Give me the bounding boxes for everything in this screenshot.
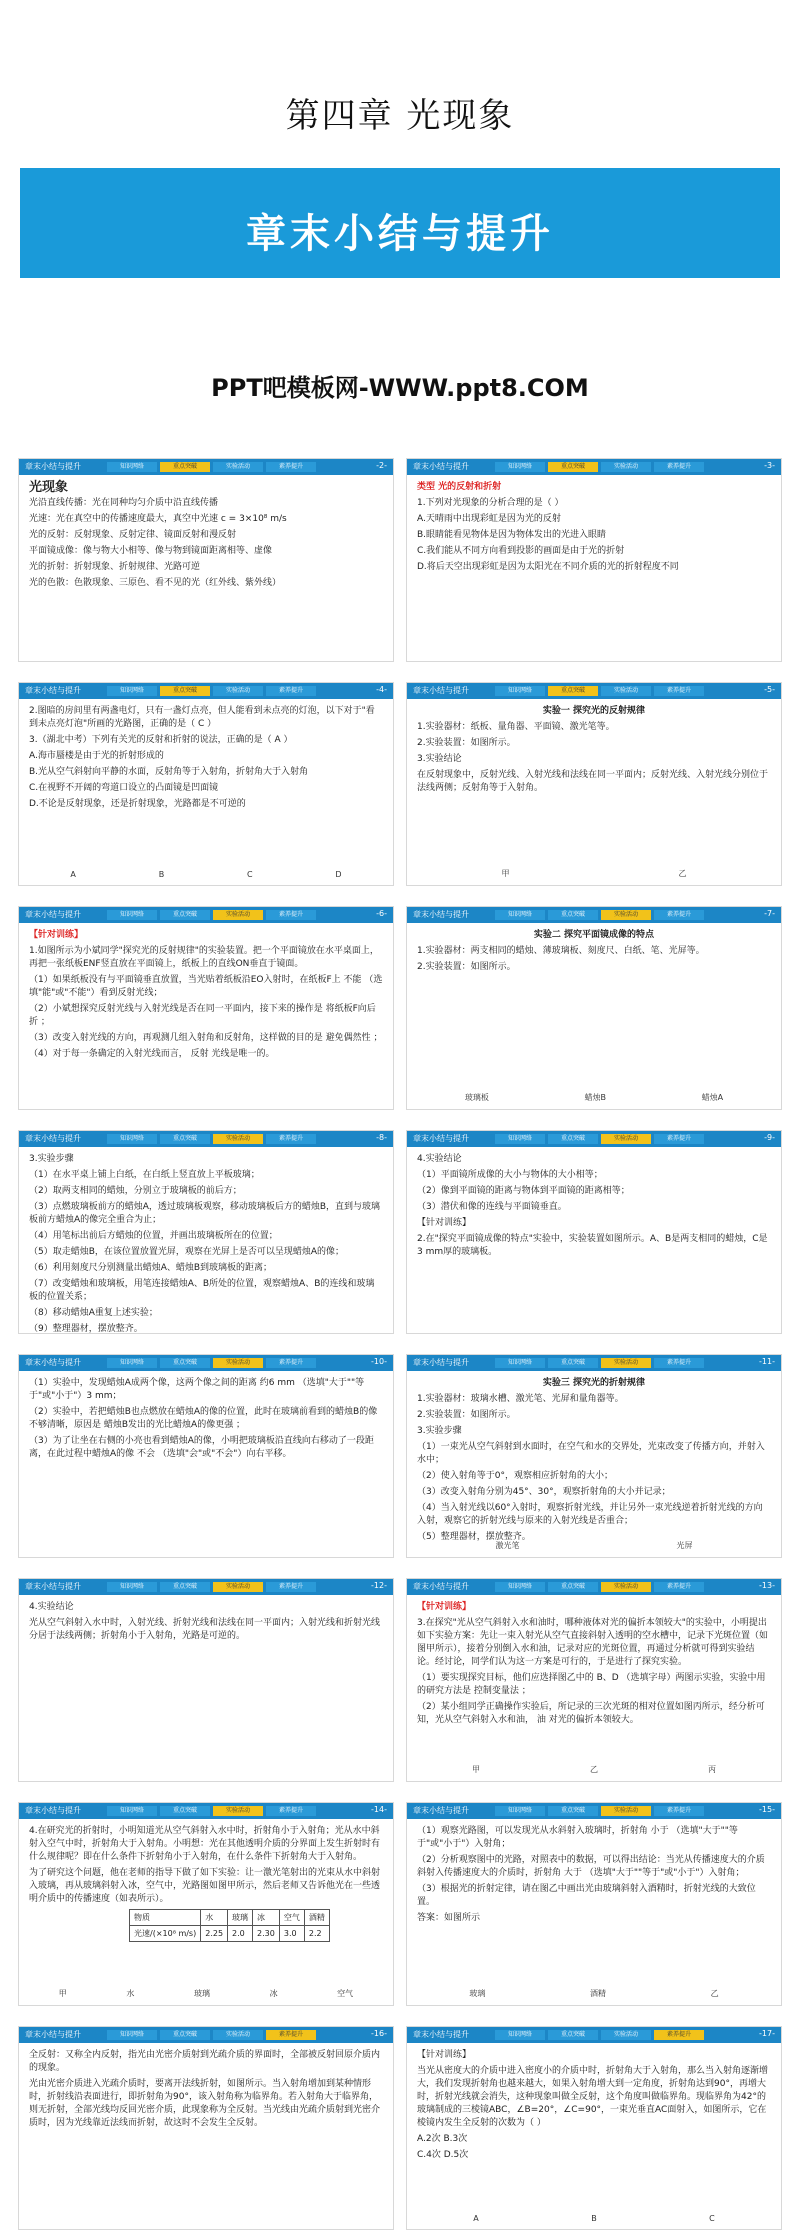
figure-label: 甲 [58, 1989, 67, 1998]
slide-tab-3[interactable]: 素养提升 [266, 910, 316, 920]
slide-text-line: B.光从空气斜射向平静的水面，反射角等于入射角，折射角大于入射角 [29, 767, 309, 777]
slide-tab-1[interactable]: 重点突破 [160, 1134, 210, 1144]
slide-page-number: -14- [371, 1805, 387, 1814]
slide-text-line: 1.如图所示为小斌同学"探究光的反射规律"的实验装置。把一个平面镜放在水平桌面上，再把一张纸板ENF竖直放在平面镜上，纸板上的直线ON垂直于镜面。 [29, 946, 379, 969]
slide-text-line: （1）如果纸板没有与平面镜垂直放置，当光贴着纸板沿EO入射时，在纸板F上 不能 （选填"能"或"不能"）看到反射光线； [29, 975, 383, 998]
slide-body [29, 2049, 383, 2133]
table-header-cell: 玻璃 [228, 1910, 253, 1926]
slide-tab-2[interactable]: 实验活动 [213, 1806, 263, 1816]
slide-header-bar [19, 1355, 393, 1371]
slide-tabs [495, 462, 707, 472]
slide-tabs [495, 1134, 707, 1144]
slide-tab-3[interactable]: 素养提升 [266, 686, 316, 696]
slide-tabs [495, 1582, 707, 1592]
slide-tab-0[interactable]: 知识网络 [495, 462, 545, 472]
slide-text-line: 平面镜成像：像与物大小相等、像与物到镜面距离相等、虚像 [29, 546, 273, 556]
slide-text-line: 为了研究这个问题，他在老师的指导下做了如下实验：让一激光笔射出的光束从水中斜射入玻璃，再从玻璃斜射入冰，空气中，光路图如图甲所示，然后老师又告诉他光在一些透明介质中的传播速度（如表所示）。 [29, 1868, 381, 1904]
slide-tab-1[interactable]: 重点突破 [160, 1358, 210, 1368]
slide-text-line: （6）利用刻度尺分别测量出蜡烛A、蜡烛B到玻璃板的距离； [29, 1263, 273, 1273]
slide-tab-3[interactable]: 素养提升 [266, 462, 316, 472]
figure-labels [417, 2214, 771, 2223]
slide-tab-2[interactable]: 实验活动 [601, 910, 651, 920]
slide-text-line: 光沿直线传播：光在同种均匀介质中沿直线传播 [29, 498, 219, 508]
slide-tab-2[interactable]: 实验活动 [601, 462, 651, 472]
slide-text-line: D.将后天空出现彩虹是因为太阳光在不同介质的光的折射程度不同 [417, 562, 679, 572]
slide-tab-1[interactable]: 重点突破 [548, 1358, 598, 1368]
slide-page-number: -4- [376, 685, 387, 694]
figure-label: 玻璃 [469, 1989, 486, 1998]
slide-text-line: 在反射现象中，反射光线、入射光线和法线在同一平面内；反射光线、入射光线分别位于法线两侧；反射角等于入射角。 [417, 770, 769, 793]
slide-tab-2[interactable]: 实验活动 [601, 1582, 651, 1592]
slide-text-line: （3）点燃玻璃板前方的蜡烛A，透过玻璃板观察，移动玻璃板后方的蜡烛B，直到与玻璃板前方蜡烛A的像完全重合为止； [29, 1202, 381, 1225]
slide-tab-3[interactable]: 素养提升 [266, 1582, 316, 1592]
slide-tab-3[interactable]: 素养提升 [654, 1806, 704, 1816]
figure-label: B [158, 870, 165, 879]
figure-label: A [70, 870, 76, 879]
slide-page-number: -15- [759, 1805, 775, 1814]
slide-tab-1[interactable]: 重点突破 [160, 1806, 210, 1816]
slide-tab-2[interactable]: 实验活动 [601, 1358, 651, 1368]
slide-header-title: 章末小结与提升 [413, 686, 469, 695]
figure-labels [29, 870, 383, 879]
slide-text-line: （2）某小组同学正确操作实验后，所记录的三次光斑的相对位置如图丙所示，经分析可知，光从空气斜射入水和油， 油 对光的偏折本领较大。 [417, 1702, 765, 1725]
table-header-cell: 水 [201, 1910, 228, 1926]
slide-tab-1[interactable]: 重点突破 [548, 1134, 598, 1144]
slide-text-line: （2）分析观察图中的光路，对照表中的数据，可以得出结论：当光从传播速度大的介质斜射入传播速度大的介质时，折射角 大于 （选填"大于""等于"或"小于"）入射角； [417, 1855, 765, 1878]
figure-label: 丙 [708, 1765, 716, 1774]
slide-header-bar [19, 1579, 393, 1595]
slide-text-line: 答案：如图所示 [417, 1913, 481, 1923]
slide-body [417, 1153, 771, 1262]
slide-tab-0[interactable]: 知识网络 [495, 2030, 545, 2040]
slide-header-title: 章末小结与提升 [25, 2030, 81, 2039]
slide-page-number: -3- [764, 461, 775, 470]
slide-header-title: 章末小结与提升 [413, 1806, 469, 1815]
slide-text-line: A.2次 B.3次 [417, 2134, 468, 2144]
figure-label: 酒精 [589, 1989, 606, 1998]
slide-text-line: （1）要实现探究目标，他们应选择图乙中的 B、D （选填字母）两图示实验，实验中用的研究方法是 控制变量法 ； [417, 1673, 766, 1696]
slide-page-number: -5- [764, 685, 775, 694]
slide-page-number: -12- [371, 1581, 387, 1590]
slide-text-line: 全反射：又称全内反射，指光由光密介质射到光疏介质的界面时，全部被反射回原介质内的现象。 [29, 2050, 381, 2073]
slide-tab-2[interactable]: 实验活动 [601, 1134, 651, 1144]
slide-body [29, 1153, 383, 1334]
slide-text-line: 当光从密度大的介质中进入密度小的介质中时，折射角大于入射角，那么当入射角逐渐增大，我们发现折射角也越来越大，如果入射角增大到一定角度，折射角达到90°，再增大时，折射光线就会消失，这种现象叫做全反射，这个角度叫做临界角。现临界角为42°的玻璃制成的三棱镜ABC，∠B=20°，∠C=90°，一束光垂直AC面射入，如图所示，它在棱镜内发生全反射的次数为（ ） [417, 2066, 769, 2128]
slide-text-line: 【针对训练】 [417, 2050, 472, 2060]
slide-tab-3[interactable]: 素养提升 [654, 462, 704, 472]
slide-tab-0[interactable]: 知识网络 [107, 1358, 157, 1368]
slide-tab-3[interactable]: 素养提升 [654, 2030, 704, 2040]
slide-tab-1[interactable]: 重点突破 [548, 462, 598, 472]
slide-2 [18, 458, 394, 662]
slide-tab-0[interactable]: 知识网络 [107, 462, 157, 472]
slide-text-line: （4）对于每一条确定的入射光线而言， 反射 光线是唯一的。 [29, 1049, 275, 1059]
figure-label: 光屏 [676, 1541, 693, 1550]
slide-tabs [495, 2030, 707, 2040]
slide-text-line: （1）一束光从空气斜射到水面时，在空气和水的交界处，光束改变了传播方向，并射入水中； [417, 1442, 765, 1465]
figure-label: 水 [126, 1989, 135, 1998]
slide-header-title: 章末小结与提升 [25, 1582, 81, 1591]
slide-tabs [107, 1806, 319, 1816]
slide-header-title: 章末小结与提升 [25, 1358, 81, 1367]
slide-5 [406, 682, 782, 886]
slide-11 [406, 1354, 782, 1558]
slide-15 [406, 1802, 782, 2006]
slide-tabs [107, 1134, 319, 1144]
slide-text-line: 2.实验装置：如图所示。 [417, 1410, 516, 1420]
slide-text-line: （1）实验中，发现蜡烛A成两个像，这两个像之间的距离 约6 mm （选填"大于""等于"或"小于"）3 mm； [29, 1378, 365, 1401]
slide-text-line: （3）为了让坐在右侧的小亮也看到蜡烛A的像，小明把玻璃板沿直线向右移动了一段距离，在此过程中蜡烛A的像 不会 （选填"会"或"不会"）向右平移。 [29, 1436, 374, 1459]
slide-text-line: （5）取走蜡烛B，在该位置放置光屏，观察在光屏上是否可以呈现蜡烛A的像； [29, 1247, 345, 1257]
slide-text-line: （9）整理器材，摆放整齐。 [29, 1324, 143, 1334]
figure-label: 蜡烛A [701, 1093, 724, 1102]
slide-body [417, 481, 771, 577]
slide-text-line: 3.实验步骤 [417, 1426, 462, 1436]
slide-text-line: （8）移动蜡烛A重复上述实验； [29, 1308, 158, 1318]
figure-label: C [709, 2214, 715, 2223]
slide-tab-2[interactable]: 实验活动 [601, 686, 651, 696]
slide-header-title: 章末小结与提升 [413, 1358, 469, 1367]
slide-17 [406, 2026, 782, 2230]
slide-header-bar [407, 683, 781, 699]
slide-heading: 【针对训练】 [29, 930, 84, 940]
slide-body [417, 1601, 771, 1730]
slide-text-line: C.我们能从不同方向看到投影的画面是由于光的折射 [417, 546, 625, 556]
figure-label: 冰 [269, 1989, 278, 1998]
slide-text-line: （4）当入射光线以60°入射时，观察折射光线，并让另外一束光线逆着折射光线的方向入射，观察它的折射光线与原来的入射光线是否重合； [417, 1503, 763, 1526]
figure-label: 甲 [472, 1765, 480, 1774]
slide-tab-1[interactable]: 重点突破 [548, 1582, 598, 1592]
slide-text-line: 1.实验器材：两支相同的蜡烛、薄玻璃板、刻度尺、白纸、笔、光屏等。 [417, 946, 705, 956]
slide-header-bar [19, 683, 393, 699]
slide-body [417, 2049, 771, 2165]
slide-header-title: 章末小结与提升 [25, 910, 81, 919]
slide-heading: 实验三 探究光的折射规律 [542, 1378, 646, 1388]
slide-header-title: 章末小结与提升 [413, 2030, 469, 2039]
slide-header-bar [407, 1355, 781, 1371]
slide-tabs [107, 686, 319, 696]
table-cell: 2.30 [253, 1926, 280, 1942]
figure-label: 乙 [710, 1989, 719, 1998]
banner-title: 章末小结与提升 [246, 211, 554, 257]
slide-header-title: 章末小结与提升 [25, 462, 81, 471]
slide-body [29, 1377, 383, 1464]
slide-tabs [495, 1358, 707, 1368]
slide-tab-1[interactable]: 重点突破 [160, 2030, 210, 2040]
slide-text-line: 光由光密介质进入光疏介质时，要离开法线折射，如图所示。当入射角增加到某种情形时，折射线沿表面进行，即折射角为90°，该入射角称为临界角。若入射角大于临界角，则无折射，全部光线均反回光密介质，此现象称为全反射。当光线由光疏介质射到光密介质时，因为光线靠近法线而折射，故这时不会发生全反射。 [29, 2079, 381, 2128]
slide-text-line: 光的折射：折射现象、折射规律、光路可逆 [29, 562, 201, 572]
slide-text-line: 3.（湖北中考）下列有关光的反射和折射的说法，正确的是（ A ） [29, 735, 293, 745]
slide-13 [406, 1578, 782, 1782]
slide-tab-3[interactable]: 素养提升 [654, 910, 704, 920]
slide-header-bar [407, 907, 781, 923]
slide-header-bar [19, 907, 393, 923]
slide-header-title: 章末小结与提升 [413, 1582, 469, 1591]
slide-header-bar [19, 2027, 393, 2043]
slide-page-number: -6- [376, 909, 387, 918]
slide-body [417, 929, 771, 977]
slide-header-bar [407, 459, 781, 475]
slide-tab-0[interactable]: 知识网络 [107, 1806, 157, 1816]
slide-tab-0[interactable]: 知识网络 [495, 1582, 545, 1592]
slide-tab-2[interactable]: 实验活动 [601, 1806, 651, 1816]
slide-tab-2[interactable]: 实验活动 [213, 1134, 263, 1144]
table-header-cell: 酒精 [304, 1910, 329, 1926]
slide-tab-0[interactable]: 知识网络 [495, 910, 545, 920]
slide-header-title: 章末小结与提升 [413, 910, 469, 919]
slide-tab-2[interactable]: 实验活动 [213, 462, 263, 472]
slide-tabs [107, 1582, 319, 1592]
slide-tabs [495, 686, 707, 696]
slide-text-line: （3）根据光的折射定律，请在图乙中画出光由玻璃斜射入酒精时，折射光线的大致位置。 [417, 1884, 756, 1907]
slide-text-line: （3）潜伏和像的连线与平面镜垂直。 [417, 1202, 567, 1212]
slide-page-number: -2- [376, 461, 387, 470]
slide-tab-0[interactable]: 知识网络 [107, 1134, 157, 1144]
slide-page-number: -9- [764, 1133, 775, 1142]
slide-text-line: （2）像到平面镜的距离与物体到平面镜的距离相等； [417, 1186, 630, 1196]
slide-text-line: 4.实验结论 [417, 1154, 462, 1164]
slide-text-line: 2.图暗的房间里有两盏电灯，只有一盏灯点亮，但人能看到未点亮的灯泡，以下对于"看到未点亮灯泡"所画的光路图，正确的是（ C ） [29, 706, 375, 729]
slide-text-line: 4.在研究光的折射时，小明知道光从空气斜射入水中时，折射角小于入射角；光从水中斜射入空气中时，折射角大于入射角。小明想：光在其他透明介质的分界面上发生折射时有什么规律呢？即在什么条件下折射角小于入射角，在什么条件下折射角大于入射角。 [29, 1826, 381, 1862]
slide-tab-3[interactable]: 素养提升 [266, 2030, 316, 2040]
slide-text-line: 3.实验结论 [417, 754, 462, 764]
slide-14 [18, 1802, 394, 2006]
slide-body [29, 705, 383, 814]
slide-heading: 实验二 探究平面镜成像的特点 [533, 930, 655, 940]
slide-tab-0[interactable]: 知识网络 [495, 686, 545, 696]
slide-tab-2[interactable]: 实验活动 [213, 1358, 263, 1368]
slide-3 [406, 458, 782, 662]
figure-label: B [591, 2214, 597, 2223]
slide-7 [406, 906, 782, 1110]
slide-text-line: 光速：光在真空中的传播速度最大，真空中光速 c = 3×10⁸ m/s [29, 514, 287, 524]
slide-header-bar [407, 2027, 781, 2043]
table-row-label: 光速/(×10⁸ m/s) [130, 1926, 201, 1942]
slide-page-number: -10- [371, 1357, 387, 1366]
slide-tab-1[interactable]: 重点突破 [160, 1582, 210, 1592]
slide-text-line: （2）使入射角等于0°，观察相应折射角的大小； [417, 1471, 613, 1481]
slide-page-number: -8- [376, 1133, 387, 1142]
slide-header-title: 章末小结与提升 [413, 462, 469, 471]
slide-tab-1[interactable]: 重点突破 [160, 462, 210, 472]
slide-tab-3[interactable]: 素养提升 [266, 1358, 316, 1368]
slide-header-title: 章末小结与提升 [413, 1134, 469, 1143]
slide-text-line: C.在视野不开阔的弯道口设立的凸面镜是凹面镜 [29, 783, 219, 793]
figure-label: 乙 [678, 869, 687, 878]
slide-tab-1[interactable]: 重点突破 [548, 2030, 598, 2040]
slide-tab-1[interactable]: 重点突破 [548, 910, 598, 920]
figure-label: 玻璃 [193, 1989, 210, 1998]
figure-label: 玻璃板 [464, 1093, 489, 1102]
slide-text-line: （5）整理器材，摆放整齐。 [417, 1532, 531, 1542]
table-header-cell: 物质 [130, 1910, 201, 1926]
slide-tab-2[interactable]: 实验活动 [213, 1582, 263, 1592]
slide-body [29, 1601, 383, 1646]
slide-body [417, 1377, 771, 1547]
slide-text-line: 光的色散：色散现象、三原色、看不见的光（红外线、紫外线） [29, 578, 282, 588]
slide-tab-0[interactable]: 知识网络 [495, 1358, 545, 1368]
slide-header-bar [19, 1803, 393, 1819]
figure-label: A [473, 2214, 479, 2223]
slide-header-bar [407, 1803, 781, 1819]
slide-tab-3[interactable]: 素养提升 [266, 1134, 316, 1144]
slide-tab-1[interactable]: 重点突破 [160, 686, 210, 696]
figure-label: C [247, 870, 253, 879]
slide-text-line: 3.实验步骤 [29, 1154, 74, 1164]
mindmap-root: 光现象 [29, 480, 69, 495]
table-cell: 2.2 [304, 1926, 329, 1942]
slide-page-number: -7- [764, 909, 775, 918]
slide-tab-1[interactable]: 重点突破 [160, 910, 210, 920]
slide-text-line: （3）改变入射角分别为45°、30°，观察折射角的大小并记录； [417, 1487, 671, 1497]
slide-heading: 【针对训练】 [417, 1602, 472, 1612]
slide-body [29, 929, 383, 1064]
figure-labels [417, 868, 771, 879]
figure-label: 蜡烛B [584, 1093, 606, 1102]
slide-tab-2[interactable]: 实验活动 [213, 2030, 263, 2040]
figure-labels [417, 1764, 771, 1775]
slide-page-number: -11- [759, 1357, 775, 1366]
slide-body [29, 481, 383, 593]
slide-body [417, 1825, 771, 1928]
figure-label: 空气 [337, 1989, 354, 1998]
slide-tab-3[interactable]: 素养提升 [654, 1134, 704, 1144]
figure-labels [29, 1988, 383, 1999]
slide-header-bar [19, 1131, 393, 1147]
slide-header-bar [407, 1131, 781, 1147]
slide-tab-2[interactable]: 实验活动 [213, 910, 263, 920]
slide-text-line: 光从空气斜射入水中时，入射光线、折射光线和法线在同一平面内；入射光线和折射光线分居于法线两侧；折射角小于入射角，光路是可逆的。 [29, 1618, 381, 1641]
slide-tabs [495, 910, 707, 920]
slide-text-line: 2.实验装置：如图所示。 [417, 962, 516, 972]
slide-heading: 类型 光的反射和折射 [417, 482, 502, 492]
slide-tab-0[interactable]: 知识网络 [107, 1582, 157, 1592]
speed-table [129, 1909, 330, 1942]
slide-text-line: 【针对训练】 [417, 1218, 472, 1228]
slide-9 [406, 1130, 782, 1334]
slide-text-line: 2.实验装置：如图所示。 [417, 738, 516, 748]
figure-label: D [335, 870, 342, 879]
figure-labels [417, 1092, 771, 1103]
slide-text-line: （3）改变入射光线的方向，再观测几组入射角和反射角，这样做的目的是 避免偶然性 ； [29, 1033, 383, 1043]
figure-label: 乙 [590, 1765, 598, 1774]
table-cell: 3.0 [279, 1926, 304, 1942]
slide-text-line: A.天晴雨中出现彩虹是因为光的反射 [417, 514, 561, 524]
slide-text-line: 4.实验结论 [29, 1602, 74, 1612]
slide-tabs [107, 2030, 319, 2040]
table-cell: 2.0 [228, 1926, 253, 1942]
slide-text-line: 1.实验器材：纸板、量角器、平面镜、激光笔等。 [417, 722, 615, 732]
slide-tab-3[interactable]: 素养提升 [266, 1806, 316, 1816]
figure-labels [417, 1988, 771, 1999]
slide-text-line: A.海市蜃楼是由于光的折射形成的 [29, 751, 164, 761]
slide-page-number: -17- [759, 2029, 775, 2038]
figure-label: 甲 [501, 869, 510, 878]
slide-text-line: （2）取两支相同的蜡烛，分别立于玻璃板的前后方； [29, 1186, 242, 1196]
slide-text-line: （4）用笔标出前后方蜡烛的位置，并画出玻璃板所在的位置； [29, 1231, 278, 1241]
slide-tab-0[interactable]: 知识网络 [495, 1806, 545, 1816]
site-watermark: PPT吧模板网-WWW.ppt8.COM [211, 374, 589, 402]
slide-tab-2[interactable]: 实验活动 [213, 686, 263, 696]
slide-tabs [107, 910, 319, 920]
slide-text-line: D.不论是反射现象，还是折射现象，光路都是不可逆的 [29, 799, 246, 809]
table-cell: 2.25 [201, 1926, 228, 1942]
slide-text-line: （2）实验中，若把蜡烛B也点燃放在蜡烛A的像的位置，此时在玻璃前看到的蜡烛B的像不够清晰，原因是 蜡烛B发出的光比蜡烛A的像更强 ； [29, 1407, 378, 1430]
slide-header-bar [407, 1579, 781, 1595]
slide-text-line: （1）在水平桌上铺上白纸，在白纸上竖直放上平板玻璃； [29, 1170, 260, 1180]
slide-tab-1[interactable]: 重点突破 [548, 686, 598, 696]
slide-text-line: 1.下列对光现象的分析合理的是（ ） [417, 498, 564, 508]
slide-header-title: 章末小结与提升 [25, 1806, 81, 1815]
slide-text-line: （2）小斌想探究反射光线与入射光线是否在同一平面内，接下来的操作是 将纸板F向后折 ； [29, 1004, 376, 1027]
slide-heading: 实验一 探究光的反射规律 [542, 706, 646, 716]
slide-8 [18, 1130, 394, 1334]
slide-tab-0[interactable]: 知识网络 [107, 2030, 157, 2040]
slide-10 [18, 1354, 394, 1558]
slide-tabs [107, 1358, 319, 1368]
slide-16 [18, 2026, 394, 2230]
slide-text-line: （1）观察光路图，可以发现光从水斜射入玻璃时，折射角 小于 （选填"大于""等于"或"小于"）入射角； [417, 1826, 738, 1849]
slide-tab-3[interactable]: 素养提升 [654, 686, 704, 696]
table-header-cell: 空气 [279, 1910, 304, 1926]
slide-tabs [107, 462, 319, 472]
title-banner [20, 168, 780, 278]
slide-tab-0[interactable]: 知识网络 [107, 910, 157, 920]
slide-text-line: 3.在探究"光从空气斜射入水和油时，哪种液体对光的偏折本领较大"的实验中，小明提出如下实验方案：先让一束入射光从空气直接斜射入透明的空水槽中，记录下光斑位置（如图甲所示），接着分别倒入水和油，记录对应的光斑位置，再通过分析就可得到实验结论。经讨论，同学们认为这一方案是可行的，于是进行了探究实验。 [417, 1618, 769, 1667]
slide-text-line: B.眼睛能看见物体是因为物体发出的光进入眼睛 [417, 530, 607, 540]
slide-tab-3[interactable]: 素养提升 [654, 1358, 704, 1368]
slide-tab-3[interactable]: 素养提升 [654, 1582, 704, 1592]
slide-12 [18, 1578, 394, 1782]
slide-4 [18, 682, 394, 886]
slide-body [29, 1825, 383, 1942]
chapter-title: 第四章 光现象 [285, 96, 515, 136]
slide-text-line: （7）改变蜡烛和玻璃板，用笔连接蜡烛A、B所处的位置，观察蜡烛A、B的连线和玻璃板的位置关系； [29, 1279, 375, 1302]
slide-header-title: 章末小结与提升 [25, 1134, 81, 1143]
slide-text-line: （1）平面镜所成像的大小与物体的大小相等； [417, 1170, 603, 1180]
slide-text-line: C.4次 D.5次 [417, 2150, 469, 2160]
slide-header-bar [19, 459, 393, 475]
table-header-cell: 冰 [253, 1910, 280, 1926]
slide-tab-0[interactable]: 知识网络 [495, 1134, 545, 1144]
slide-6 [18, 906, 394, 1110]
slide-page-number: -13- [759, 1581, 775, 1590]
slide-header-title: 章末小结与提升 [25, 686, 81, 695]
slide-body [417, 705, 771, 798]
figure-labels [417, 1540, 771, 1551]
slide-text-line: 1.实验器材：玻璃水槽、激光笔、光屏和量角器等。 [417, 1394, 624, 1404]
slide-tab-2[interactable]: 实验活动 [601, 2030, 651, 2040]
slide-text-line: 2.在"探究平面镜成像的特点"实验中，实验装置如图所示。A、B是两支相同的蜡烛，C是3 mm厚的玻璃板。 [417, 1234, 768, 1257]
slide-tab-1[interactable]: 重点突破 [548, 1806, 598, 1816]
slide-page-number: -16- [371, 2029, 387, 2038]
slide-tab-0[interactable]: 知识网络 [107, 686, 157, 696]
slide-text-line: 光的反射：反射现象、反射定律、镜面反射和漫反射 [29, 530, 237, 540]
slide-tabs [495, 1806, 707, 1816]
figure-label: 激光笔 [495, 1541, 520, 1550]
